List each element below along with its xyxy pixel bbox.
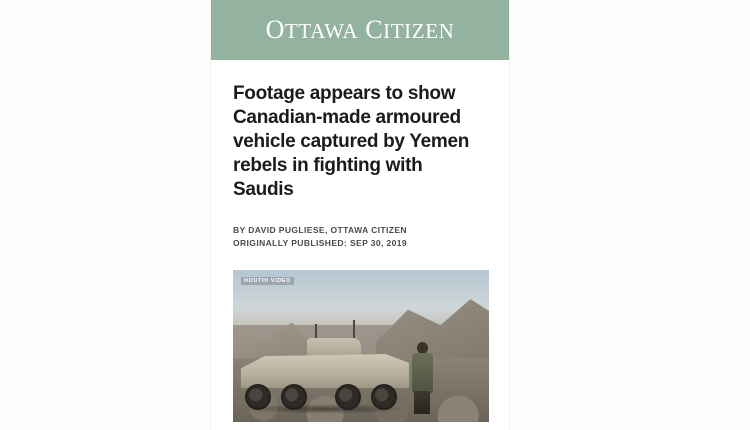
page-title: Footage appears to show Canadian-made armoured vehicle captured by Yemen rebels in fighting with Saudis	[233, 83, 470, 200]
image-watermark: HOUTHI VIDEO	[241, 277, 294, 285]
vehicle-hull	[241, 354, 409, 388]
vehicle-wheel	[335, 384, 361, 410]
article-image	[233, 270, 489, 422]
person-legs	[414, 391, 430, 414]
vehicle-wheel	[371, 384, 397, 410]
vehicle-wheel	[281, 384, 307, 410]
byline-block	[233, 224, 487, 250]
byline-published: ORIGINALLY PUBLISHED: SEP 30, 2019	[233, 237, 408, 248]
page-gutter-left	[0, 0, 210, 430]
masthead-title-text: OTTAWA CITIZEN	[265, 15, 455, 44]
article-column	[210, 0, 510, 430]
person-torso	[412, 353, 433, 393]
vehicle-wheel	[245, 384, 271, 410]
article-body	[211, 60, 509, 422]
site-masthead	[211, 0, 509, 60]
page-gutter-right	[510, 0, 750, 430]
image-armoured-vehicle	[241, 336, 409, 410]
image-person	[409, 342, 435, 414]
byline-author: BY DAVID PUGLIESE, OTTAWA CITIZEN	[233, 224, 407, 235]
masthead-title[interactable]	[266, 15, 455, 45]
